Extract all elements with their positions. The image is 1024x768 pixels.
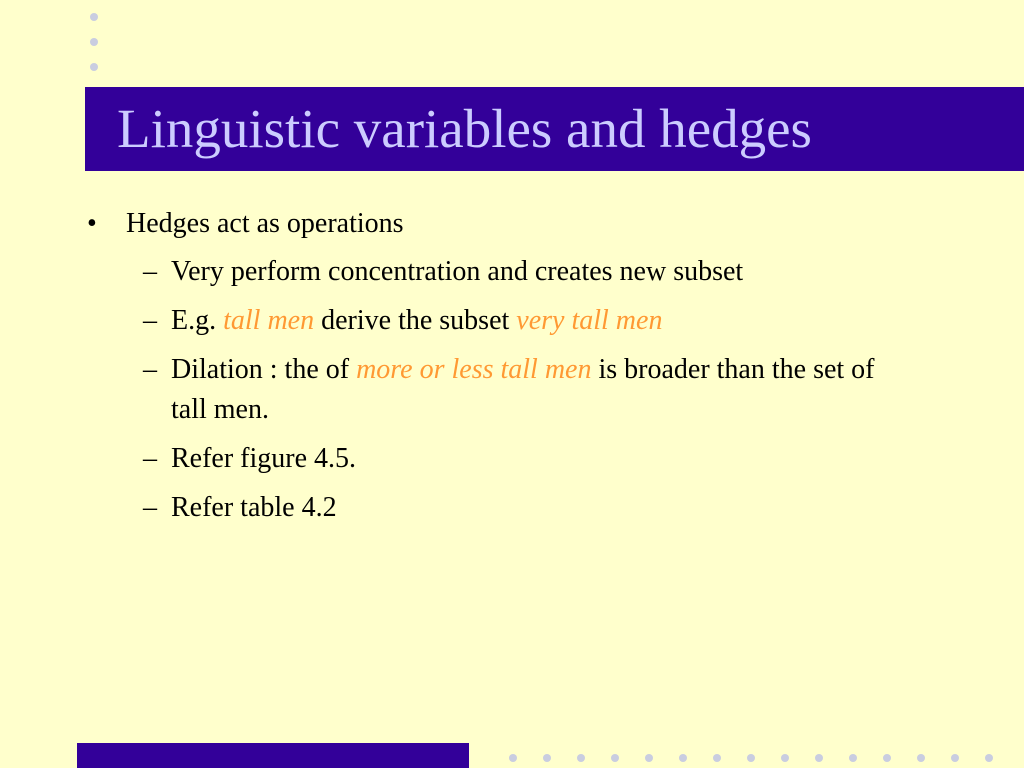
decor-dot [611,754,619,762]
bullet-marker: • [87,208,97,239]
sub-bullet-text: Very perform concentration and creates new subset [171,256,744,287]
decor-dot [90,38,98,46]
decor-dot [90,63,98,71]
decor-dot [713,754,721,762]
highlighted-term: very tall men [516,305,663,336]
slide-title: Linguistic variables and hedges [117,98,812,159]
sub-bullet-marker: – [143,305,157,336]
sub-bullet-text: is broader than the set of tall men. [171,354,875,425]
bullet-text: Hedges act as operations [126,208,404,239]
highlighted-term: more or less tall men [356,354,592,385]
slide-content [85,204,915,537]
decor-dot [509,754,517,762]
decor-dot [985,754,993,762]
decor-dot [917,754,925,762]
sub-bullet-text: Refer table 4.2 [171,492,337,523]
highlighted-term: tall men [223,305,315,336]
sub-bullet-item [85,350,915,430]
sub-bullet-item [85,301,915,341]
sub-bullet-text: Refer figure 4.5. [171,443,357,474]
decor-dot [543,754,551,762]
decor-dot [90,13,98,21]
sub-bullet-marker: – [143,256,157,287]
decor-dot [747,754,755,762]
sub-bullet-text: E.g. [171,305,224,336]
bullet-item [85,204,915,244]
sub-bullet-text: derive the subset [314,305,517,336]
decor-dot [781,754,789,762]
decor-dot [645,754,653,762]
decor-dot [849,754,857,762]
sub-bullet-item [85,252,915,292]
decor-dot [577,754,585,762]
sub-bullet-marker: – [143,443,157,474]
sub-bullet-item [85,439,915,479]
decor-dot [951,754,959,762]
sub-bullet-marker: – [143,354,157,385]
decor-dot [679,754,687,762]
sub-bullet-item [85,488,915,528]
decor-dot [815,754,823,762]
sub-bullet-marker: – [143,492,157,523]
footer-bar [77,743,469,768]
sub-bullet-text: Dilation : the of [171,354,357,385]
decor-dot [883,754,891,762]
